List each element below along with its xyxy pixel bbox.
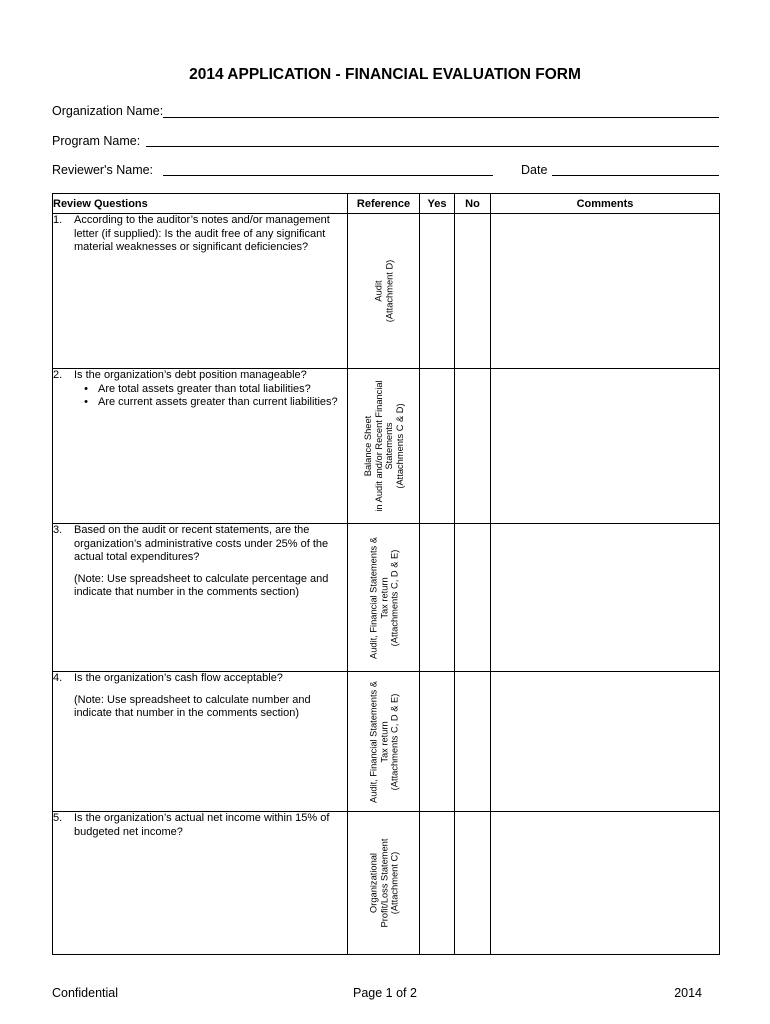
table-row	[53, 369, 720, 524]
reference-line: (Attachments C, D & E)	[388, 693, 399, 790]
reference-line: (Attachments C, D & E)	[388, 549, 399, 646]
no-checkbox-cell[interactable]	[455, 214, 491, 369]
reference-cell	[348, 524, 420, 672]
comments-cell[interactable]	[491, 214, 720, 369]
reviewers-name-field[interactable]	[163, 175, 493, 176]
comments-cell[interactable]	[491, 672, 720, 812]
question-note: (Note: Use spreadsheet to calculate number and indicate that number in the comments section)	[74, 693, 311, 719]
reference-line: Tax return	[378, 720, 389, 763]
footer-page-number: Page 1 of 2	[353, 986, 417, 1000]
organization-name-label: Organization Name:	[52, 104, 164, 118]
question-number: 5.	[53, 812, 63, 824]
reference-cell	[348, 672, 420, 812]
program-name-field[interactable]	[146, 146, 719, 147]
reference-line: (Attachments C & D)	[394, 403, 404, 489]
header-no: No	[455, 194, 491, 214]
bullet-item: • Are total assets greater than total liabilities?	[74, 383, 347, 397]
reference-line: Tax return	[378, 576, 389, 619]
header-review-questions: Review Questions	[53, 194, 348, 214]
question-text: Is the organization’s actual net income within 15% of budgeted net income?	[74, 812, 330, 838]
no-checkbox-cell[interactable]	[455, 812, 491, 955]
reviewers-name-label: Reviewer's Name:	[52, 163, 154, 177]
question-text: Is the organization’s debt position manageable?	[74, 369, 307, 381]
review-table	[52, 193, 720, 955]
question-note: (Note: Use spreadsheet to calculate percentage and indicate that number in the comments section)	[74, 572, 329, 598]
reference-line: Audit, Financial Statements &	[367, 680, 378, 803]
header-yes: Yes	[420, 194, 455, 214]
reference-line: in Audit and/or Recent Financial	[373, 380, 383, 512]
comments-cell[interactable]	[491, 369, 720, 524]
question-cell	[53, 524, 348, 672]
bullet-icon: •	[84, 382, 88, 395]
form-title: 2014 APPLICATION - FINANCIAL EVALUATION FORM	[189, 66, 581, 83]
comments-cell[interactable]	[491, 812, 720, 955]
reference-line: Organizational	[367, 853, 378, 913]
question-number: 1.	[53, 214, 63, 226]
question-number: 2.	[53, 369, 63, 381]
question-text: Is the organization’s cash flow acceptable?	[74, 672, 283, 684]
question-number: 4.	[53, 672, 63, 684]
header-comments: Comments	[491, 194, 720, 214]
table-row	[53, 524, 720, 672]
yes-checkbox-cell[interactable]	[420, 524, 455, 672]
question-cell	[53, 672, 348, 812]
footer-year: 2014	[674, 986, 702, 1000]
table-header-row	[53, 194, 720, 214]
bullet-icon: •	[84, 396, 88, 408]
table-row	[53, 214, 720, 369]
no-checkbox-cell[interactable]	[455, 524, 491, 672]
date-field[interactable]	[552, 175, 719, 176]
organization-name-field[interactable]	[163, 117, 719, 118]
question-text: According to the auditor’s notes and/or management letter (if supplied): Is the audit free of any significant material weaknesses or significant deficiencies?	[74, 214, 330, 253]
reference-line: (Attachment C)	[388, 851, 399, 915]
table-row	[53, 812, 720, 955]
yes-checkbox-cell[interactable]	[420, 214, 455, 369]
yes-checkbox-cell[interactable]	[420, 812, 455, 955]
yes-checkbox-cell[interactable]	[420, 672, 455, 812]
question-cell	[53, 214, 348, 369]
question-text: Based on the audit or recent statements, are the organization’s administrative costs under 25% of the actual total expenditures?	[74, 524, 329, 563]
table-row	[53, 672, 720, 812]
program-name-label: Program Name:	[52, 134, 141, 148]
comments-cell[interactable]	[491, 524, 720, 672]
reference-line: Balance Sheet	[362, 415, 373, 477]
footer-confidential: Confidential	[52, 986, 119, 1000]
reference-line: Statements	[383, 422, 394, 470]
reference-cell	[348, 214, 420, 369]
yes-checkbox-cell[interactable]	[420, 369, 455, 524]
question-cell	[53, 369, 348, 524]
reference-cell	[348, 812, 420, 955]
no-checkbox-cell[interactable]	[455, 369, 491, 524]
reference-line: Audit	[373, 280, 383, 302]
reference-line: (Attachment D)	[383, 259, 394, 323]
reference-line: Profit/Loss Statement	[378, 838, 389, 928]
reference-cell	[348, 369, 420, 524]
question-cell	[53, 812, 348, 955]
question-number: 3.	[53, 524, 63, 536]
header-reference: Reference	[348, 194, 420, 214]
date-label: Date	[521, 163, 548, 177]
bullet-item: • Are current assets greater than current liabilities?	[74, 396, 347, 410]
reference-line: Audit, Financial Statements &	[367, 536, 378, 659]
no-checkbox-cell[interactable]	[455, 672, 491, 812]
